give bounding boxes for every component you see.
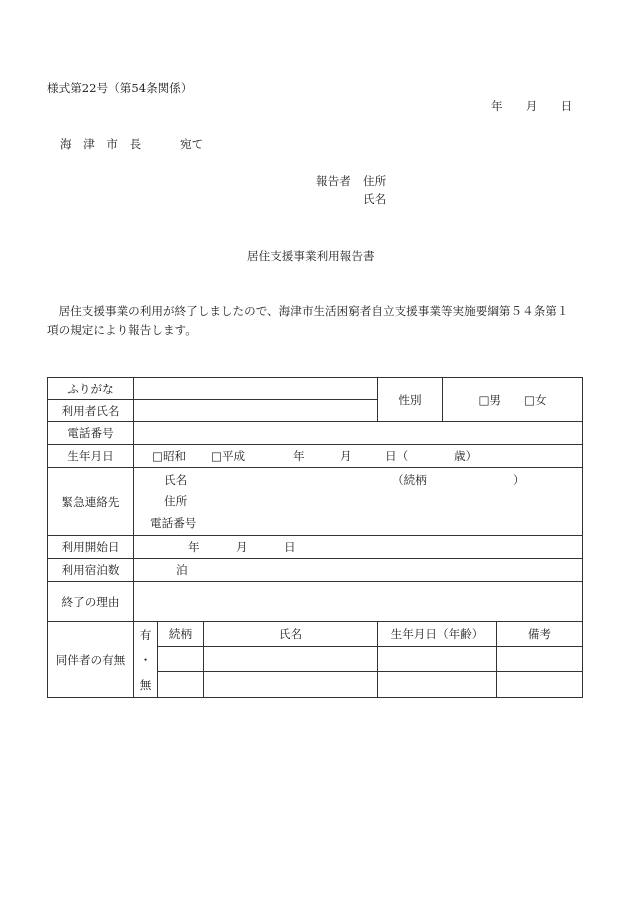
emergency-phone-label: 電話番号: [150, 516, 197, 530]
companion-2-relation-field[interactable]: [158, 672, 204, 698]
companion-2-remarks-field[interactable]: [497, 672, 583, 698]
companion-presence-no[interactable]: 無: [139, 677, 152, 692]
companion-1-remarks-field[interactable]: [497, 647, 583, 672]
companion-2-name-field[interactable]: [204, 672, 378, 698]
reporter-label: 報告者: [316, 174, 351, 188]
addressee-suffix: 宛て: [180, 137, 204, 151]
furigana-label: ふりがな: [48, 378, 134, 400]
body-line-2: 項の規定により報告します。: [47, 323, 197, 337]
start-day-unit: 日: [284, 540, 296, 554]
report-date: 年 月 日: [491, 99, 573, 113]
addressee: 海 津 市 長: [60, 137, 142, 151]
start-date-field[interactable]: [134, 536, 583, 559]
sex-label: 性別: [378, 378, 443, 422]
user-name-label: 利用者氏名: [48, 400, 134, 422]
birth-day-unit: 日（: [385, 449, 409, 463]
end-reason-label: 終了の理由: [48, 582, 134, 622]
companion-header-name: 氏名: [204, 622, 378, 647]
phone-field[interactable]: [134, 422, 583, 445]
end-reason-field[interactable]: [134, 582, 583, 622]
era-option-heisei[interactable]: □平成: [211, 449, 246, 463]
start-date-label: 利用開始日: [48, 536, 134, 559]
nights-label: 利用宿泊数: [48, 559, 134, 582]
emergency-address-label: 住所: [164, 494, 188, 508]
reporter-address-label: 住所: [363, 174, 387, 188]
sex-field: [443, 378, 583, 422]
emergency-contact-field[interactable]: [134, 468, 583, 536]
emergency-contact-label: 緊急連絡先: [48, 468, 134, 536]
form-number: 様式第22号（第54条関係）: [47, 81, 193, 95]
birth-month-unit: 月: [340, 449, 352, 463]
document-title: 居住支援事業利用報告書: [247, 249, 375, 263]
age-unit: 歳）: [454, 449, 478, 463]
companion-presence[interactable]: [134, 622, 158, 698]
start-month-unit: 月: [236, 540, 248, 554]
companion-header-remarks: 備考: [497, 622, 583, 647]
nights-unit: 泊: [176, 563, 188, 577]
companion-presence-yes[interactable]: 有: [139, 627, 152, 642]
user-name-field[interactable]: [134, 400, 378, 422]
body-line-1: 居住支援事業の利用が終了しましたので、海津市生活困窮者自立支援事業等実施要綱第５４条第１: [47, 304, 569, 318]
start-year-unit: 年: [188, 540, 200, 554]
companion-2-birth-age-field[interactable]: [378, 672, 497, 698]
emergency-relation-close: ）: [513, 473, 525, 487]
era-option-showa[interactable]: □昭和: [152, 449, 187, 463]
reporter-name-label: 氏名: [363, 192, 387, 206]
companion-label: 同伴者の有無: [48, 622, 134, 698]
furigana-field[interactable]: [134, 378, 378, 400]
companion-1-birth-age-field[interactable]: [378, 647, 497, 672]
companion-header-relation: 続柄: [158, 622, 204, 647]
phone-label: 電話番号: [48, 422, 134, 445]
birth-year-unit: 年: [293, 449, 305, 463]
companion-1-relation-field[interactable]: [158, 647, 204, 672]
emergency-relation-label: （続柄: [392, 473, 427, 487]
companion-1-name-field[interactable]: [204, 647, 378, 672]
sex-option-male[interactable]: □男: [478, 392, 501, 407]
birth-date-label: 生年月日: [48, 445, 134, 468]
nights-field[interactable]: [134, 559, 583, 582]
companion-header-birth-age: 生年月日（年齢）: [378, 622, 497, 647]
sex-option-female[interactable]: □女: [524, 392, 547, 407]
birth-date-field[interactable]: [134, 445, 583, 468]
emergency-name-label: 氏名: [164, 473, 188, 487]
report-table: [47, 377, 583, 698]
companion-presence-separator: ・: [139, 652, 152, 667]
